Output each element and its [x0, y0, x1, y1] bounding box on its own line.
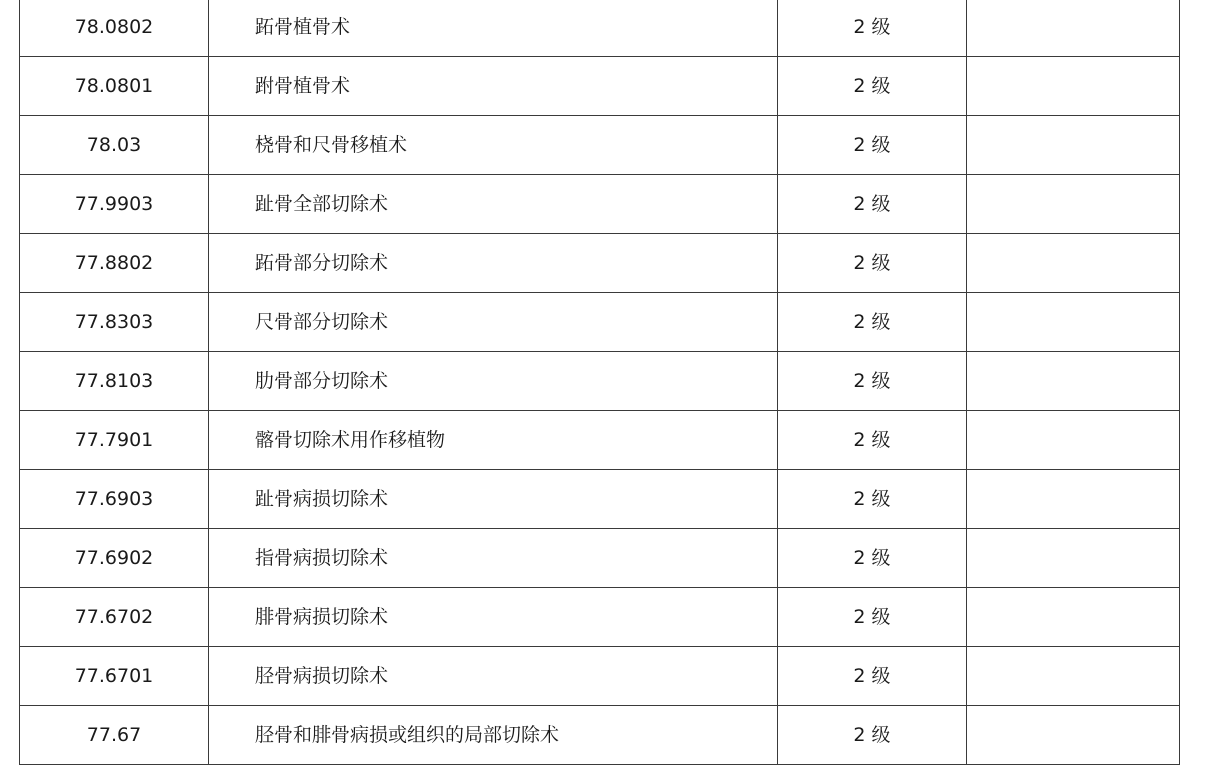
table-row [20, 588, 1180, 647]
table-row [20, 234, 1180, 293]
procedure-note-cell [967, 352, 1180, 411]
procedure-level-cell: 2 级 [778, 470, 967, 529]
procedure-code-cell: 77.6702 [20, 588, 209, 647]
table-row [20, 470, 1180, 529]
procedure-name-cell: 跖骨植骨术 [209, 0, 778, 57]
procedure-table-body [20, 0, 1180, 765]
procedure-level-cell: 2 级 [778, 57, 967, 116]
procedure-name-cell: 指骨病损切除术 [209, 529, 778, 588]
procedure-name-cell: 跗骨植骨术 [209, 57, 778, 116]
procedure-level-cell: 2 级 [778, 175, 967, 234]
procedure-level-cell: 2 级 [778, 293, 967, 352]
procedure-code-cell: 78.0801 [20, 57, 209, 116]
table-row [20, 647, 1180, 706]
procedure-level-cell: 2 级 [778, 234, 967, 293]
procedure-code-cell: 77.6903 [20, 470, 209, 529]
table-row [20, 352, 1180, 411]
procedure-name-cell: 胫骨病损切除术 [209, 647, 778, 706]
procedure-note-cell [967, 411, 1180, 470]
procedure-note-cell [967, 470, 1180, 529]
procedure-code-cell: 77.8103 [20, 352, 209, 411]
procedure-note-cell [967, 175, 1180, 234]
procedure-note-cell [967, 116, 1180, 175]
procedure-note-cell [967, 588, 1180, 647]
procedure-name-cell: 胫骨和腓骨病损或组织的局部切除术 [209, 706, 778, 765]
procedure-code-cell: 77.6701 [20, 647, 209, 706]
procedure-name-cell: 趾骨全部切除术 [209, 175, 778, 234]
procedure-level-cell: 2 级 [778, 116, 967, 175]
procedure-level-cell: 2 级 [778, 352, 967, 411]
procedure-note-cell [967, 706, 1180, 765]
table-row [20, 706, 1180, 765]
procedure-level-cell: 2 级 [778, 588, 967, 647]
procedure-code-cell: 77.9903 [20, 175, 209, 234]
procedure-note-cell [967, 529, 1180, 588]
table-row [20, 411, 1180, 470]
procedure-name-cell: 肋骨部分切除术 [209, 352, 778, 411]
table-row [20, 293, 1180, 352]
table-row [20, 57, 1180, 116]
procedure-note-cell [967, 234, 1180, 293]
procedure-level-cell: 2 级 [778, 411, 967, 470]
procedure-code-cell: 77.8303 [20, 293, 209, 352]
procedure-table [19, 0, 1180, 765]
procedure-name-cell: 趾骨病损切除术 [209, 470, 778, 529]
procedure-name-cell: 腓骨病损切除术 [209, 588, 778, 647]
procedure-level-cell: 2 级 [778, 529, 967, 588]
procedure-note-cell [967, 57, 1180, 116]
procedure-code-cell: 77.7901 [20, 411, 209, 470]
procedure-code-cell: 78.0802 [20, 0, 209, 57]
table-row [20, 0, 1180, 57]
procedure-level-cell: 2 级 [778, 0, 967, 57]
procedure-name-cell: 跖骨部分切除术 [209, 234, 778, 293]
table-row [20, 116, 1180, 175]
procedure-note-cell [967, 0, 1180, 57]
procedure-note-cell [967, 647, 1180, 706]
procedure-code-cell: 78.03 [20, 116, 209, 175]
procedure-name-cell: 桡骨和尺骨移植术 [209, 116, 778, 175]
table-row [20, 175, 1180, 234]
table-row [20, 529, 1180, 588]
procedure-name-cell: 尺骨部分切除术 [209, 293, 778, 352]
procedure-level-cell: 2 级 [778, 706, 967, 765]
procedure-code-cell: 77.8802 [20, 234, 209, 293]
procedure-level-cell: 2 级 [778, 647, 967, 706]
procedure-code-cell: 77.67 [20, 706, 209, 765]
procedure-name-cell: 髂骨切除术用作移植物 [209, 411, 778, 470]
procedure-note-cell [967, 293, 1180, 352]
procedure-code-cell: 77.6902 [20, 529, 209, 588]
